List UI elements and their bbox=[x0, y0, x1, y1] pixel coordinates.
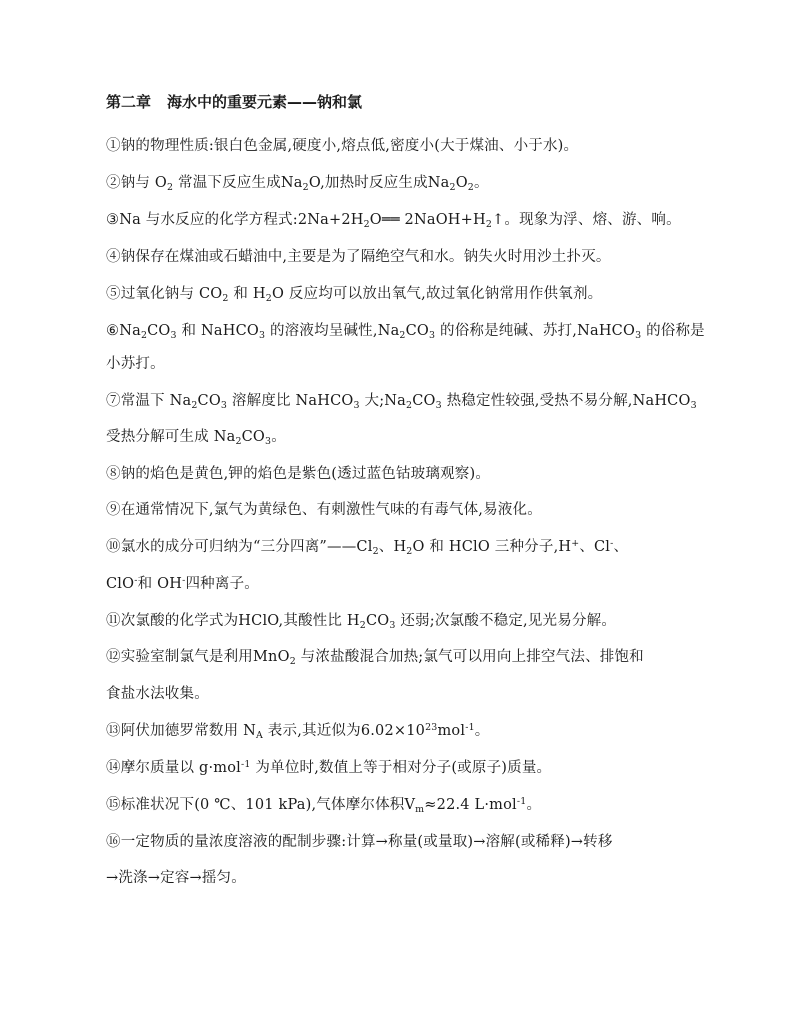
text-segment: 。 bbox=[526, 797, 542, 813]
subscript: 3 bbox=[258, 329, 266, 341]
text-segment: CO bbox=[241, 429, 266, 445]
knowledge-point-1-line-1 bbox=[106, 134, 578, 155]
subscript: 3 bbox=[635, 329, 642, 341]
text-segment: 热稳定性较强,受热不易分解,NaHCO bbox=[441, 393, 691, 409]
knowledge-point-7-line-2 bbox=[106, 425, 286, 446]
text-segment: 、Cl bbox=[579, 539, 611, 555]
subscript: 3 bbox=[220, 399, 228, 411]
subscript: 3 bbox=[429, 329, 436, 341]
subscript: 2 bbox=[467, 181, 474, 193]
knowledge-point-15-line-1 bbox=[106, 793, 541, 814]
subscript: 2 bbox=[406, 399, 413, 411]
text-segment: 表示,其近似为6.02×10 bbox=[263, 723, 426, 739]
chapter-title: 海水中的重要元素——钠和氯 bbox=[167, 93, 363, 111]
subscript: 2 bbox=[485, 218, 493, 230]
text-segment: CO bbox=[412, 393, 436, 409]
knowledge-point-8-line-1 bbox=[106, 462, 490, 483]
text-segment: CO bbox=[365, 613, 390, 629]
knowledge-point-4-line-1 bbox=[106, 245, 611, 266]
subscript: 3 bbox=[690, 399, 697, 411]
subscript: A bbox=[256, 729, 263, 741]
text-segment: 和 NaHCO bbox=[176, 323, 259, 339]
knowledge-point-6-line-2 bbox=[106, 352, 165, 373]
text-segment: ⑥Na bbox=[106, 323, 141, 339]
text-segment: CO bbox=[147, 323, 171, 339]
text-segment: mol bbox=[437, 723, 466, 739]
subscript: 2 bbox=[363, 218, 370, 230]
knowledge-point-10-line-2 bbox=[106, 572, 259, 593]
knowledge-point-3-line-1 bbox=[106, 208, 681, 229]
knowledge-point-10-line-1 bbox=[106, 535, 628, 556]
text-segment: ⑪次氯酸的化学式为HClO,其酸性比 H bbox=[106, 613, 360, 629]
text-segment: ③Na 与水反应的化学方程式:2Na+2H bbox=[106, 212, 364, 228]
text-segment: 。 bbox=[271, 429, 286, 445]
text-segment: CO bbox=[197, 393, 221, 409]
knowledge-point-13-line-1 bbox=[106, 719, 489, 740]
subscript: 3 bbox=[435, 399, 442, 411]
subscript: 3 bbox=[389, 619, 396, 631]
text-segment: ⑧钠的焰色是黄色,钾的焰色是紫色(透过蓝色钴玻璃观察)。 bbox=[106, 466, 491, 482]
text-segment: 、 bbox=[613, 539, 629, 555]
text-segment: ①钠的物理性质:银白色金属,硬度小,熔点低,密度小(大于煤油、小于水)。 bbox=[106, 138, 579, 154]
text-segment: 的俗称是 bbox=[641, 323, 705, 339]
text-segment: 小苏打。 bbox=[106, 356, 165, 372]
subscript: 2 bbox=[222, 292, 229, 304]
subscript: 2 bbox=[399, 329, 406, 341]
text-segment: ⑮标准状况下(0 ℃、101 kPa),气体摩尔体积V bbox=[106, 797, 416, 813]
subscript: 2 bbox=[191, 399, 198, 411]
supscript: -1 bbox=[465, 721, 475, 733]
subscript: m bbox=[415, 803, 425, 815]
subscript: 2 bbox=[372, 545, 379, 557]
knowledge-point-12-line-2 bbox=[106, 682, 209, 703]
supscript: + bbox=[571, 537, 580, 549]
text-segment: ②钠与 O bbox=[106, 175, 167, 191]
text-segment: 食盐水法收集。 bbox=[106, 686, 209, 702]
subscript: 2 bbox=[449, 181, 456, 193]
knowledge-point-16-line-2 bbox=[106, 866, 246, 887]
text-segment: 、H bbox=[378, 539, 407, 555]
text-segment: ClO bbox=[106, 576, 135, 592]
subscript: 3 bbox=[170, 329, 177, 341]
text-segment: 和 OH bbox=[137, 576, 183, 592]
text-segment: 和 H bbox=[228, 286, 266, 302]
subscript: 3 bbox=[353, 399, 360, 411]
knowledge-point-14-line-1 bbox=[106, 756, 551, 777]
knowledge-point-5-line-1 bbox=[106, 282, 602, 303]
text-segment: ⑨在通常情况下,氯气为黄绿色、有刺激性气味的有毒气体,易液化。 bbox=[106, 502, 542, 518]
subscript: 2 bbox=[140, 329, 148, 341]
text-segment: O bbox=[455, 175, 468, 191]
text-segment: O══ 2NaOH+H bbox=[369, 212, 486, 228]
knowledge-point-11-line-1 bbox=[106, 609, 616, 630]
subscript: 3 bbox=[265, 435, 272, 447]
chapter-heading bbox=[106, 91, 362, 112]
text-segment: 还弱;次氯酸不稳定,见光易分解。 bbox=[395, 613, 617, 629]
subscript: 2 bbox=[359, 619, 366, 631]
knowledge-point-16-line-1 bbox=[106, 830, 613, 851]
supscript: 23 bbox=[425, 721, 438, 733]
text-segment: ⑭摩尔质量以 g·mol bbox=[106, 760, 242, 776]
text-segment: 。 bbox=[473, 175, 489, 191]
knowledge-point-7-line-1 bbox=[106, 389, 697, 410]
supscript: - bbox=[182, 574, 186, 586]
text-segment: ⑯一定物质的量浓度溶液的配制步骤:计算→称量(或量取)→溶解(或稀释)→转移 bbox=[106, 834, 613, 850]
supscript: -1 bbox=[241, 758, 251, 770]
text-segment: 的俗称是纯碱、苏打,NaHCO bbox=[435, 323, 636, 339]
text-segment: ⑫实验室制氯气是利用MnO bbox=[106, 649, 290, 665]
subscript: 2 bbox=[265, 292, 272, 304]
chapter-label: 第二章 bbox=[106, 93, 152, 111]
supscript: -1 bbox=[516, 795, 527, 807]
text-segment: O 反应均可以放出氧气,故过氧化钠常用作供氧剂。 bbox=[271, 286, 603, 302]
text-segment: →洗涤→定容→摇匀。 bbox=[106, 870, 246, 886]
text-segment: 受热分解可生成 Na bbox=[106, 429, 236, 445]
text-segment: 的溶液均呈碱性,Na bbox=[265, 323, 400, 339]
knowledge-point-12-line-1 bbox=[106, 645, 644, 666]
knowledge-point-2-line-1 bbox=[106, 171, 489, 192]
text-segment: 为单位时,数值上等于相对分子(或原子)质量。 bbox=[250, 760, 552, 776]
text-segment: ⑩氯水的成分可归纳为“三分四离”——Cl bbox=[106, 539, 373, 555]
text-segment: ⑬阿伏加德罗常数用 N bbox=[106, 723, 256, 739]
subscript: 2 bbox=[289, 655, 296, 667]
supscript: - bbox=[610, 537, 614, 549]
text-segment: 四种离子。 bbox=[185, 576, 259, 592]
text-segment: ⑦常温下 Na bbox=[106, 393, 192, 409]
text-segment: O,加热时反应生成Na bbox=[308, 175, 450, 191]
text-segment: 。 bbox=[474, 723, 490, 739]
knowledge-point-9-line-1 bbox=[106, 498, 542, 519]
text-segment: 常温下反应生成Na bbox=[173, 175, 303, 191]
subscript: 2 bbox=[406, 545, 413, 557]
text-segment: O 和 HClO 三种分子,H bbox=[412, 539, 572, 555]
supscript: - bbox=[134, 574, 138, 586]
text-segment: ≈22.4 L·mol bbox=[424, 797, 517, 813]
subscript: 2 bbox=[167, 181, 174, 193]
subscript: 2 bbox=[235, 435, 242, 447]
text-segment: ④钠保存在煤油或石蜡油中,主要是为了隔绝空气和水。钠失火时用沙土扑灭。 bbox=[106, 249, 611, 265]
text-segment: ⑤过氧化钠与 CO bbox=[106, 286, 223, 302]
text-segment: 溶解度比 NaHCO bbox=[227, 393, 354, 409]
knowledge-point-6-line-1 bbox=[106, 319, 705, 340]
subscript: 2 bbox=[302, 181, 309, 193]
text-segment: ↑。现象为浮、熔、游、响。 bbox=[492, 212, 681, 228]
text-segment: 与浓盐酸混合加热;氯气可以用向上排空气法、排饱和 bbox=[295, 649, 644, 665]
text-segment: CO bbox=[405, 323, 429, 339]
text-segment: 大;Na bbox=[359, 393, 407, 409]
